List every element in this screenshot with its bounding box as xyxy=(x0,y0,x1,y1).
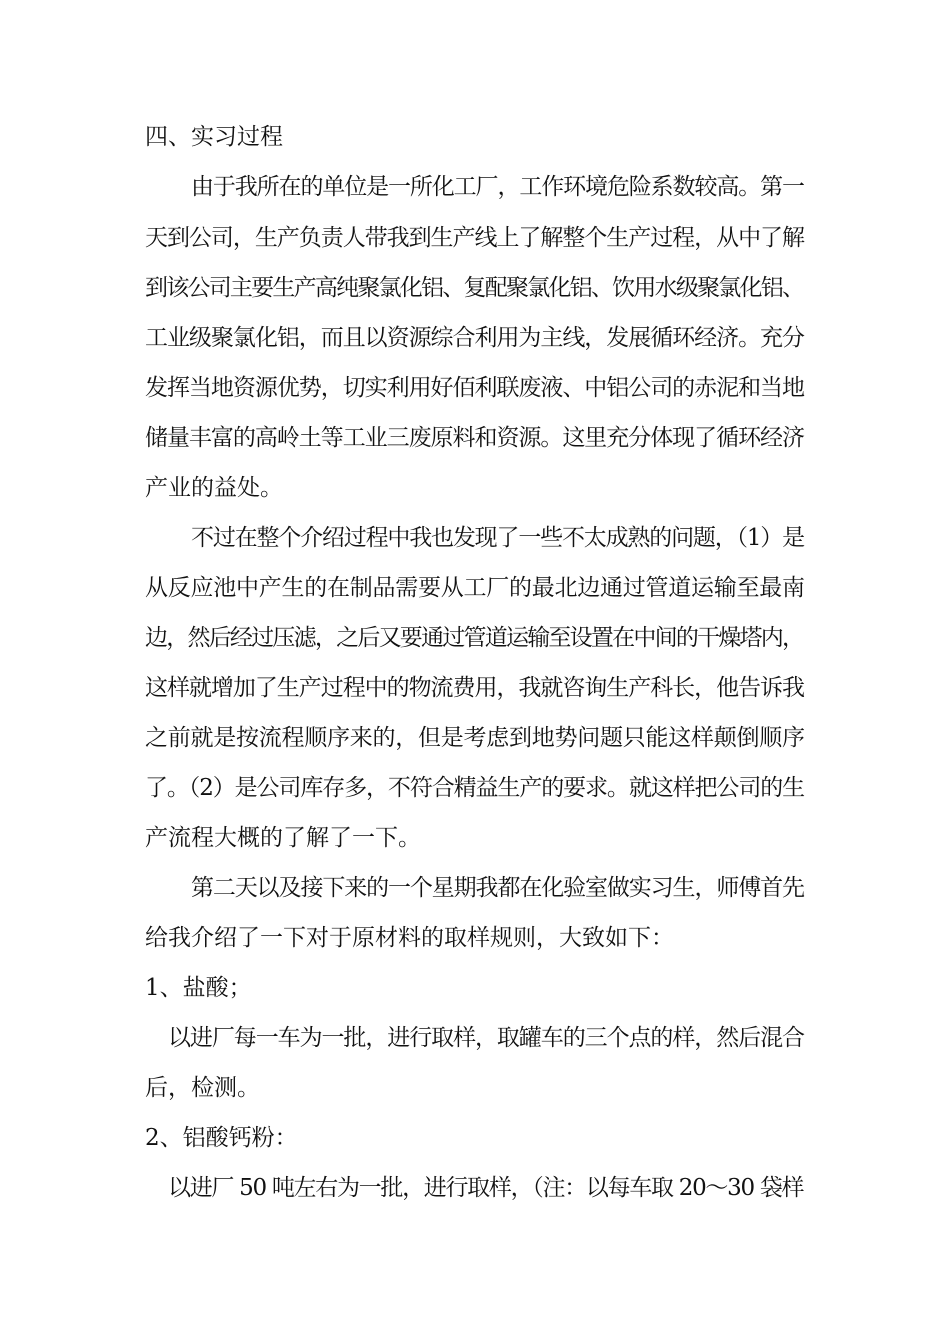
paragraph-2-line-3: 边，然后经过压滤，之后又要通过管道运输至设置在中间的干燥塔内， xyxy=(145,625,804,651)
paragraph-1-line-2: 天到公司，生产负责人带我到生产线上了解整个生产过程，从中了解 xyxy=(145,225,804,251)
item-1-heading: 1、盐酸； xyxy=(145,975,252,1001)
paragraph-2-line-5: 之前就是按流程顺序来的，但是考虑到地势问题只能这样颠倒顺序 xyxy=(145,725,805,751)
item-2-heading: 2、铝酸钙粉： xyxy=(145,1125,298,1151)
paragraph-1-line-5: 发挥当地资源优势，切实利用好佰利联废液、中铝公司的赤泥和当地 xyxy=(145,375,804,401)
paragraph-1-line-3: 到该公司主要生产高纯聚氯化铝、复配聚氯化铝、饮用水级聚氯化铝、 xyxy=(145,275,804,301)
paragraph-2-line-6: 了。（2）是公司库存多，不符合精益生产的要求。就这样把公司的生 xyxy=(145,775,805,801)
paragraph-2-line-4: 这样就增加了生产过程中的物流费用，我就咨询生产科长，他告诉我 xyxy=(145,675,804,701)
paragraph-2-line-7: 产流程大概的了解了一下。 xyxy=(145,825,421,851)
paragraph-3-line-2: 给我介绍了一下对于原材料的取样规则，大致如下： xyxy=(145,925,674,951)
item-2-line-1: 以进厂 50 吨左右为一批，进行取样，（注：以每车取 20～30 袋样 xyxy=(168,1175,804,1201)
item-1-line-2: 后，检测。 xyxy=(145,1075,260,1101)
paragraph-1-line-7: 产业的益处。 xyxy=(145,475,283,501)
paragraph-1-line-4: 工业级聚氯化铝，而且以资源综合利用为主线，发展循环经济。充分 xyxy=(145,325,804,351)
paragraph-2-line-2: 从反应池中产生的在制品需要从工厂的最北边通过管道运输至最南 xyxy=(145,575,805,601)
paragraph-2-line-1: 不过在整个介绍过程中我也发现了一些不太成熟的问题，（1）是 xyxy=(191,525,804,551)
section-heading: 四、实习过程 xyxy=(145,124,283,150)
paragraph-3-line-1: 第二天以及接下来的一个星期我都在化验室做实习生，师傅首先 xyxy=(191,875,804,901)
paragraph-1-line-6: 储量丰富的高岭土等工业三废原料和资源。这里充分体现了循环经济 xyxy=(145,425,804,451)
item-1-line-1: 以进厂每一车为一批，进行取样，取罐车的三个点的样，然后混合 xyxy=(168,1025,804,1051)
paragraph-1-line-1: 由于我所在的单位是一所化工厂，工作环境危险系数较高。第一 xyxy=(191,174,804,200)
